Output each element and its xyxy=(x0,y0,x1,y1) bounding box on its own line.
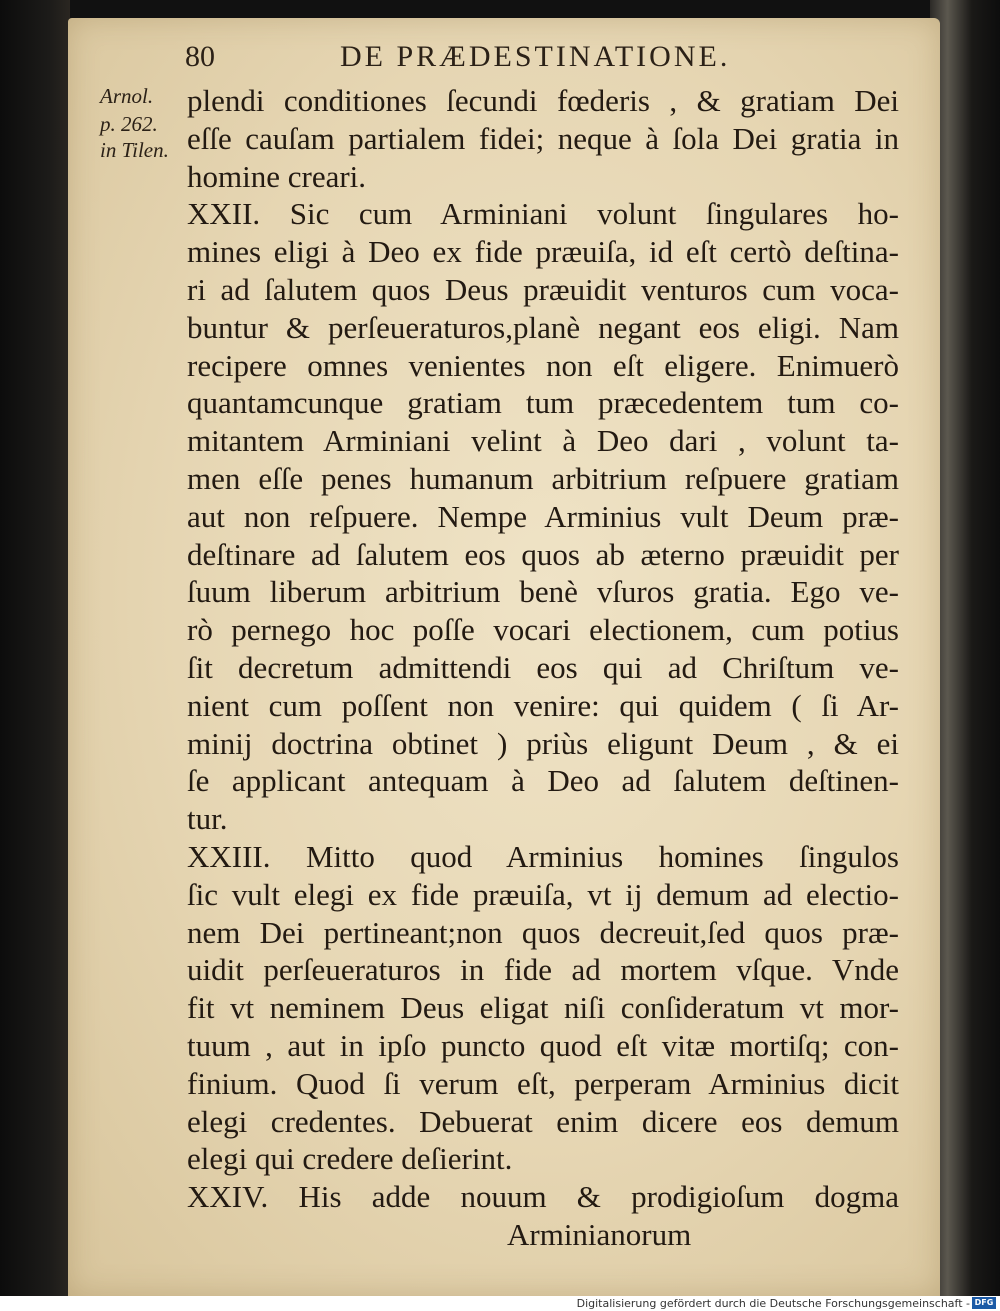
text-line: men eſſe penes humanum arbitrium reſpuere gratiam xyxy=(187,460,899,496)
text-line: fit vt neminem Deus eligat niſi conſideratum vt mor- xyxy=(187,990,899,1026)
text-line: quantamcunque gratiam tum præcedentem tum co- xyxy=(187,385,899,421)
text-line: nient cum poſſent non venire: qui quidem ( ſi Ar- xyxy=(187,687,899,723)
text-line: eſſe cauſam partialem fidei; neque à ſola Dei gratia in xyxy=(187,120,899,156)
text-line: ri ad ſalutem quos Deus præuidit venturos cum voca- xyxy=(187,271,899,307)
text-line: uidit perſeueraturos in fide ad mortem vſque. Vnde xyxy=(187,952,899,988)
text-line: recipere omnes venientes non eſt eligere. Enimuerò xyxy=(187,347,899,383)
text-line: homine creari. xyxy=(187,158,367,194)
text-line: buntur & perſeueraturos,planè negant eos eligi. Nam xyxy=(187,309,899,345)
section-start-line: XXII. Sic cum Arminiani volunt ſingulares ho- xyxy=(187,196,899,232)
text-line: rò pernego hoc poſſe vocari electionem, cum potius xyxy=(187,612,899,648)
text-line: tuum , aut in ipſo puncto quod eſt vitæ mortiſq; con- xyxy=(187,1027,899,1063)
text-line: minij doctrina obtinet ) priùs eligunt Deum , & ei xyxy=(187,725,899,761)
footer-bar xyxy=(0,1296,1000,1311)
text-line: finium. Quod ſi verum eſt, perperam Arminius dicit xyxy=(187,1065,899,1101)
margin-note-page: p. 262. xyxy=(100,112,158,136)
text-line: plendi conditiones ſecundi fœderis , & gratiam Dei xyxy=(187,83,899,118)
text-line: aut non reſpuere. Nempe Arminius vult Deum præ- xyxy=(187,498,899,534)
page-number: 80 xyxy=(185,40,215,73)
margin-note-author: Arnol. xyxy=(100,84,154,108)
catchword: Arminianorum xyxy=(507,1216,692,1252)
page-edge-stack xyxy=(930,0,1000,1296)
text-line: elegi qui credere deſierint. xyxy=(187,1141,513,1177)
dfg-logo-icon: DFG xyxy=(972,1297,996,1309)
text-line: tur. xyxy=(187,801,228,837)
text-line: ſuum liberum arbitrium benè vſuros gratia. Ego ve- xyxy=(187,574,899,610)
body-text xyxy=(187,82,899,1254)
book-spine-shadow xyxy=(0,0,70,1296)
section-start-line: XXIV. His adde nouum & prodigioſum dogma xyxy=(187,1179,899,1215)
text-line: ſic vult elegi ex fide præuiſa, vt ij demum ad electio- xyxy=(187,876,899,912)
text-line: ſe applicant antequam à Deo ad ſalutem deſtinen- xyxy=(187,763,899,799)
text-line: elegi credentes. Debuerat enim dicere eos demum xyxy=(187,1103,899,1139)
text-line: nem Dei pertineant;non quos decreuit,ſed quos præ- xyxy=(187,914,899,950)
text-line: deſtinare ad ſalutem eos quos ab æterno præuidit per xyxy=(187,536,899,572)
text-line: ſit decretum admittendi eos qui ad Chriſtum ve- xyxy=(187,649,899,685)
margin-note-source: in Tilen. xyxy=(100,138,169,162)
digitization-credit: Digitalisierung gefördert durch die Deutsche Forschungsgemeinschaft - xyxy=(576,1297,970,1310)
text-line: mines eligi à Deo ex fide præuiſa, id eſt certò deſtina- xyxy=(187,234,899,270)
text-line: mitantem Arminiani velint à Deo dari , volunt ta- xyxy=(187,423,899,459)
section-start-line: XXIII. Mitto quod Arminius homines ſingulos xyxy=(187,838,899,874)
running-head: DE PRÆDESTINATIONE. xyxy=(340,40,731,73)
